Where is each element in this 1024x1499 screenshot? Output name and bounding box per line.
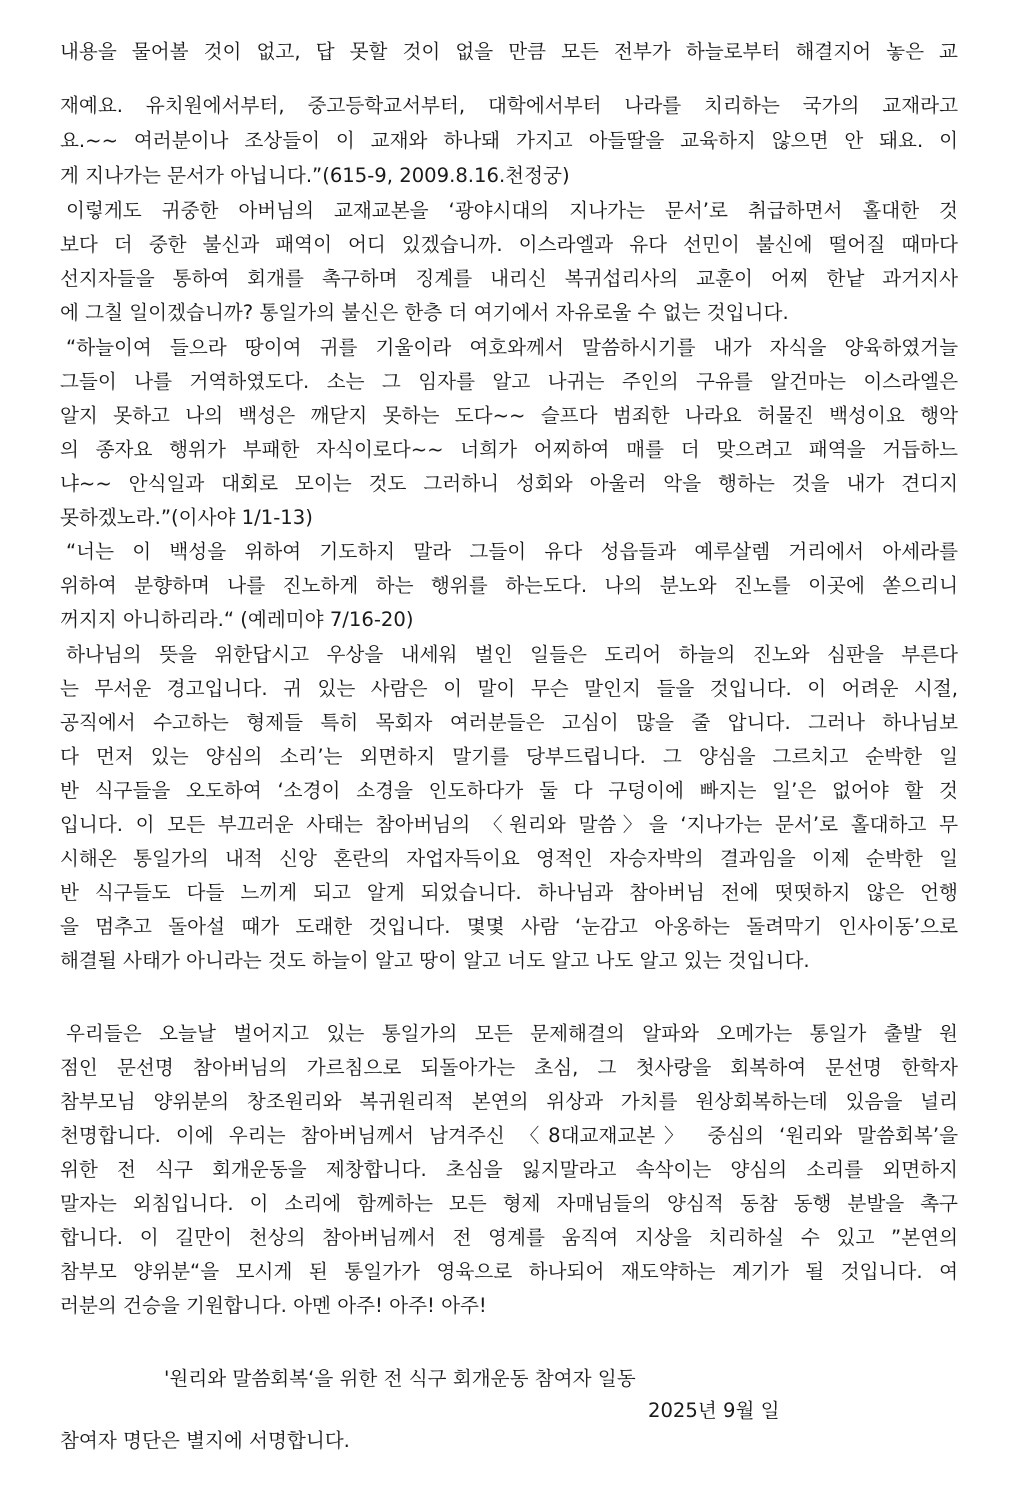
text-line: 알지 못하고 나의 백성은 깨닫지 못하는 도다~~ 슬프다 범죄한 나라요 허물진 백성이요 행악 (60, 404, 958, 427)
text-line: 는 무서운 경고입니다. 귀 있는 사람은 이 말이 무슨 말인지 들을 것입니다. 이 어려운 시절, (60, 677, 958, 700)
text-line: 반 식구들도 다들 느끼게 되고 알게 되었습니다. 하나님과 참아버님 전에 떳떳하지 않은 언행 (60, 881, 958, 904)
text-line: 합니다. 이 길만이 천상의 참아버님께서 전 영계를 움직여 지상을 치리하실 수 있고 ”본연의 (60, 1226, 958, 1249)
text-line: 공직에서 수고하는 형제들 특히 목회자 여러분들은 고심이 많을 줄 압니다. 그러나 하나님보 (60, 711, 958, 734)
text-line: 선지자들을 통하여 회개를 촉구하며 징계를 내리신 복귀섭리사의 교훈이 어찌 한낱 과거지사 (60, 267, 958, 290)
text-line: “너는 이 백성을 위하여 기도하지 말라 그들이 유다 성읍들과 예루살렘 거리에서 아세라를 (66, 540, 958, 563)
text-line: 꺼지지 아니하리라.“ (예레미야 7/16-20) (60, 608, 414, 631)
text-line: 참부모 양위분“을 모시게 된 통일가가 영육으로 하나되어 재도약하는 계기가 될 것입니다. 여 (60, 1260, 958, 1283)
text-line: 천명합니다. 이에 우리는 참아버님께서 남겨주신 〈8대교재교본〉 중심의 ‘원리와 말씀회복’을 (60, 1124, 958, 1147)
text-line: 의 종자요 행위가 부패한 자식이로다~~ 너희가 어찌하여 매를 더 맞으려고 패역을 거듭하느 (60, 438, 958, 461)
text-line: 못하겠노라.”(이사야 1/1-13) (60, 506, 313, 529)
text-line: 냐~~ 안식일과 대회로 모이는 것도 그러하니 성회와 아울러 악을 행하는 것을 내가 견디지 (60, 472, 958, 495)
text-line: 위하여 분향하며 나를 진노하게 하는 행위를 하는도다. 나의 분노와 진노를 이곳에 쏟으리니 (60, 574, 958, 597)
text-line: 말자는 외침입니다. 이 소리에 함께하는 모든 형제 자매님들의 양심적 동참 동행 분발을 촉구 (60, 1192, 958, 1215)
text-line: “하늘이여 들으라 땅이여 귀를 기울이라 여호와께서 말씀하시기를 내가 자식을 양육하였거늘 (66, 336, 958, 359)
text-line: 그들이 나를 거역하였도다. 소는 그 임자를 알고 나귀는 주인의 구유를 알건마는 이스라엘은 (60, 370, 958, 393)
text-line: 위한 전 식구 회개운동을 제창합니다. 초심을 잃지말라고 속삭이는 양심의 소리를 외면하지 (60, 1158, 958, 1181)
text-line: 점인 문선명 참아버님의 가르침으로 되돌아가는 초심, 그 첫사랑을 회복하여 문선명 한학자 (60, 1056, 958, 1079)
text-line: 이렇게도 귀중한 아버님의 교재교본을 ‘광야시대의 지나가는 문서’로 취급하면서 홀대한 것 (66, 199, 958, 222)
date-line: 2025년 9월 일 (648, 1399, 780, 1422)
text-line: 시해온 통일가의 내적 신앙 혼란의 자업자득이요 영적인 자승자박의 결과임을 이제 순박한 일 (60, 847, 958, 870)
text-line: 하나님의 뜻을 위한답시고 우상을 내세워 벌인 일들은 도리어 하늘의 진노와 심판을 부른다 (66, 643, 958, 666)
text-line: 해결될 사태가 아니라는 것도 하늘이 알고 땅이 알고 너도 알고 나도 알고 있는 것입니다. (60, 949, 810, 972)
footer-note: 참여자 명단은 별지에 서명합니다. (60, 1429, 350, 1452)
text-line: 게 지나가는 문서가 아닙니다.”(615-9, 2009.8.16.천정궁) (60, 164, 570, 187)
text-line: 입니다. 이 모든 부끄러운 사태는 참아버님의 〈원리와 말씀〉을 ‘지나가는 문서’로 홀대하고 무 (60, 813, 958, 836)
signature-line: '원리와 말씀회복‘을 위한 전 식구 회개운동 참여자 일동 (164, 1367, 636, 1390)
text-line: 에 그칠 일이겠습니까? 통일가의 불신은 한층 더 여기에서 자유로울 수 없는 것입니다. (60, 301, 789, 324)
text-line: 참부모님 양위분의 창조원리와 복귀원리적 본연의 위상과 가치를 원상회복하는데 있음을 널리 (60, 1090, 958, 1113)
text-line: 을 멈추고 돌아설 때가 도래한 것입니다. 몇몇 사람 ‘눈감고 아옹하는 돌려막기 인사이동’으로 (60, 915, 958, 938)
text-line: 보다 더 중한 불신과 패역이 어디 있겠습니까. 이스라엘과 유다 선민이 불신에 떨어질 때마다 (60, 233, 958, 256)
text-line: 러분의 건승을 기원합니다. 아멘 아주! 아주! 아주! (60, 1294, 487, 1317)
text-line: 요.~~ 여러분이나 조상들이 이 교재와 하나돼 가지고 아들딸을 교육하지 않으면 안 돼요. 이 (60, 129, 958, 152)
text-line: 반 식구들을 오도하여 ‘소경이 소경을 인도하다가 둘 다 구덩이에 빠지는 일’은 없어야 할 것 (60, 779, 958, 802)
text-line: 내용을 물어볼 것이 없고, 답 못할 것이 없을 만큼 모든 전부가 하늘로부터 해결지어 놓은 교 (60, 40, 958, 63)
text-line: 우리들은 오늘날 벌어지고 있는 통일가의 모든 문제해결의 알파와 오메가는 통일가 출발 원 (66, 1022, 958, 1045)
text-line: 재예요. 유치원에서부터, 중고등학교서부터, 대학에서부터 나라를 치리하는 국가의 교재라고 (60, 94, 958, 117)
text-line: 다 먼저 있는 양심의 소리’는 외면하지 말기를 당부드립니다. 그 양심을 그르치고 순박한 일 (60, 745, 958, 768)
